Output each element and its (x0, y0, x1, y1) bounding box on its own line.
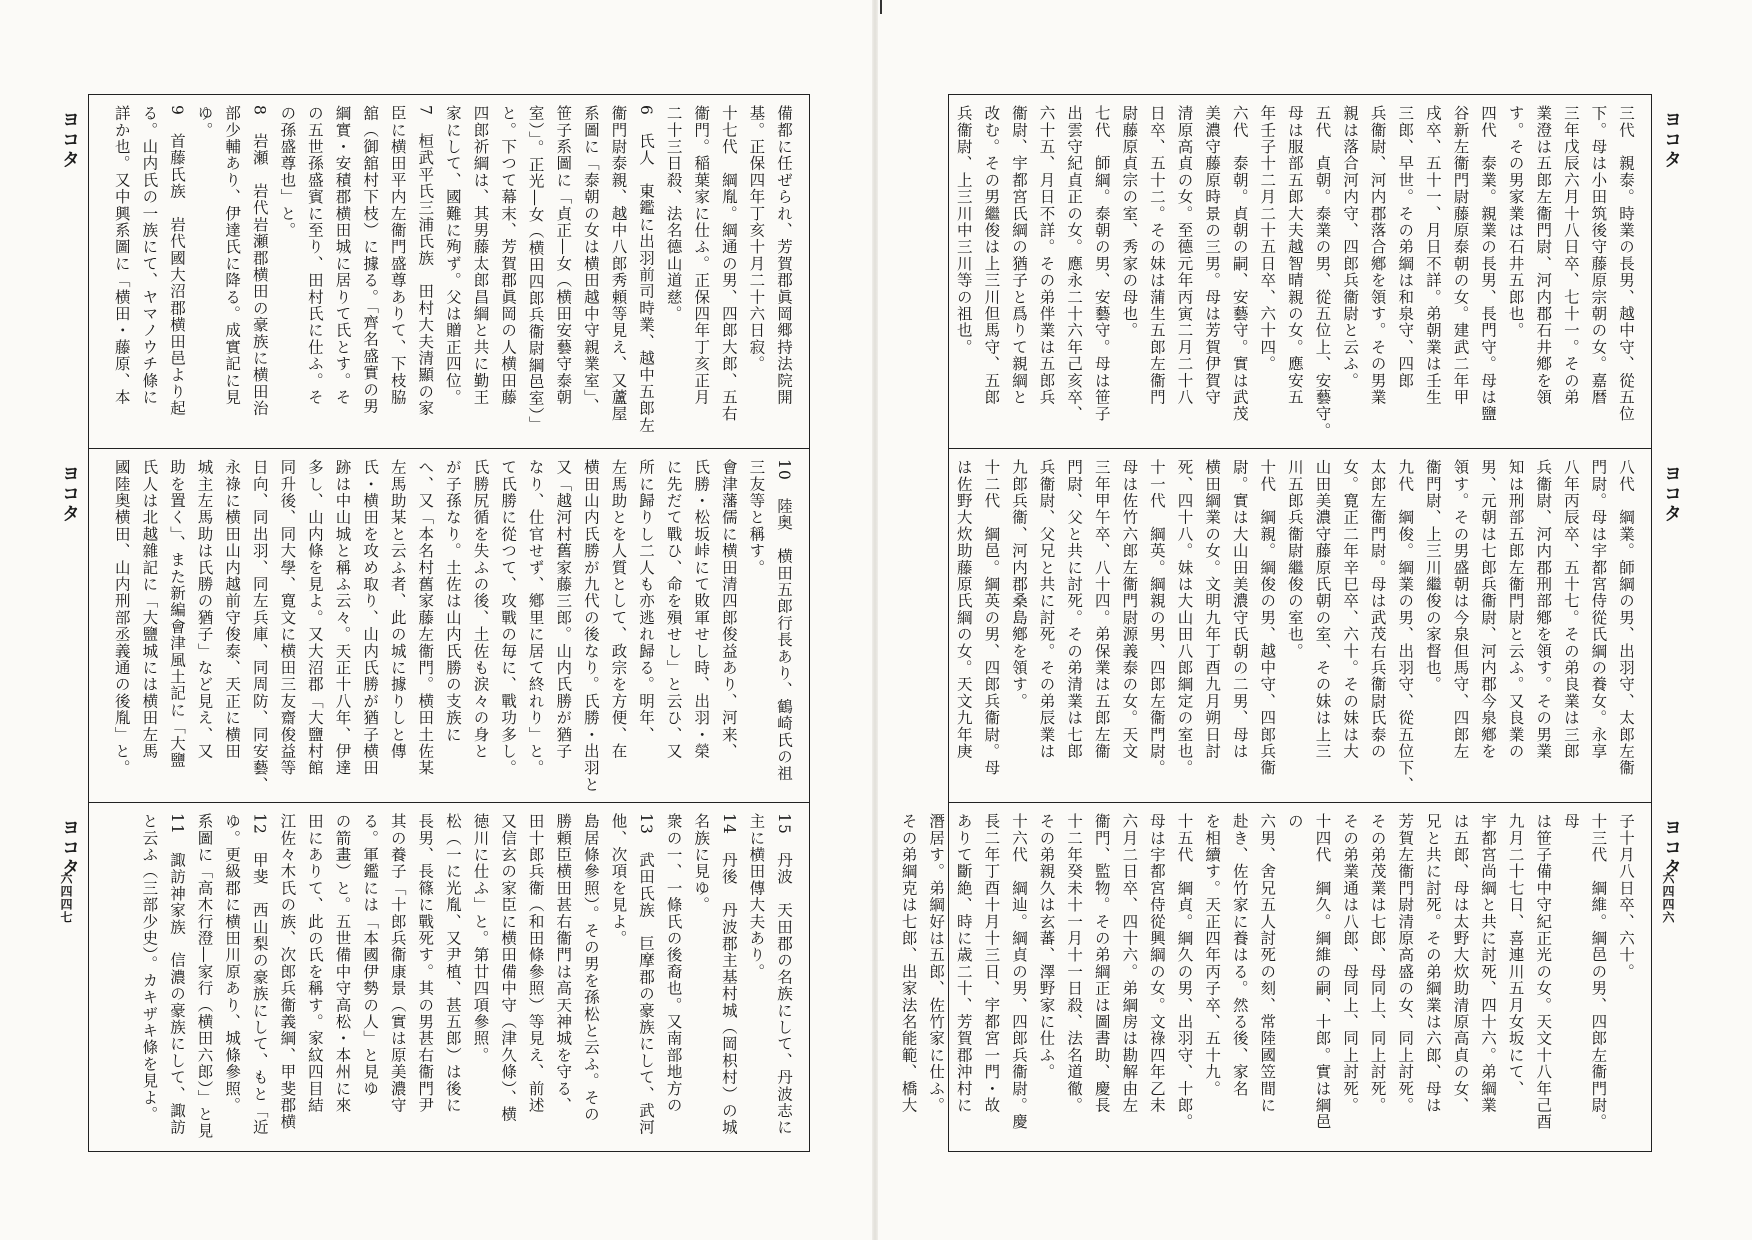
text-section-top (949, 95, 1651, 449)
page-number: 六四四六 (1661, 872, 1675, 924)
text-section-bottom (89, 803, 809, 1151)
right-page (876, 0, 1752, 1240)
text-frame (88, 94, 810, 1152)
text-section-middle (89, 449, 809, 803)
vertical-text: 八代 綱業。師綱の男、出羽守、太郎左衞 門尉。母は宇都宮侍從氏綱の養女。永享 八年丙辰卒、五十七。その弟良業は三郎 兵衞尉、河内郡刑部鄕を領す。その男業 知は刑部五郎左衞門尉と云ふ。又良業の 男、元朝は七郎兵衞尉、河内郡今泉鄕を 領す。その男盛朝は今泉但馬守、四郎左 衞門尉、上三川繼俊の家督也。 九代 綱俊。綱業の男、出羽守、從五位下、 太郎左衞門尉。母は武茂右兵衞尉氏泰の 女。寛正二年辛巳卒、六十。その妹は大 山田美濃守藤原氏朝の室、その妹は上三 川五郎兵衞尉繼俊の室也。 十代 綱親。綱俊の男、越中守、四郎兵衞 尉。實は大山田美濃守氏朝の二男、母は 横田綱業の女。文明九年丁酉九月朔日討 死、四十八。妹は大山田八郎綱定の室也。 十一代 綱英。綱親の男、四郎左衞門尉。 母は佐竹六郎左衞門尉源義泰の女。天文 三年甲午卒、八十四。弟保業は五郎左衞 門尉、父と共に討死。その弟清業は七郎 兵衞尉、父兄と共に討死。その弟辰業は 九郎兵衞、河内郡桑島鄕を領す。 十二代 綱邑。綱英の男、四郎兵衞尉。母 は佐野大炊助藤原氏綱の女。天文九年庚 (954, 459, 1635, 793)
text-section-bottom (899, 803, 1651, 1151)
vertical-text: 三代 親泰。時業の長男、越中守、從五位 下。母は小田筑後守藤原宗朝の女。嘉暦 三年戊辰六月十八日卒、七十一。その弟 業澄は五郎左衞門尉、河内郡石井鄕を領 す。その男家業は石井五郎也。 四代 泰業。親業の長男、長門守。母は鹽 谷新左衞門尉藤原泰朝の女。建武二年甲 戌卒、五十一、月日不詳。弟朝業は壬生 三郎、早世。その弟綱は和泉守、四郎 兵衞尉、河内郡落合鄕を領す。その男業 親は落合河内守、四郎兵衞尉と云ふ。 五代 貞朝。泰業の男、從五位上、安藝守。 母は服部五郎大夫越智晴親の女。應安五 年壬子十二月二十五日卒、六十四。 六代 泰朝。貞朝の嗣、安藝守。實は武茂 美濃守藤原時景の三男。母は芳賀伊賀守 清原高貞の女。至德元年丙寅二月二十八 日卒、五十二。その妹は蒲生五郎左衞門 尉藤原貞宗の室、秀家の母也。 七代 師綱。泰朝の男、安藝守。母は笹子 出雲守紀貞正の女。應永二十六年己亥卒、 六十五、月日不詳。その弟伴業は五郎兵 衞尉、宇都宮氏綱の猶子と爲りて親綱と 改む。その男繼俊は上三川但馬守、五郎 兵衞尉、上三川中三川等の祖也。 (954, 105, 1635, 439)
side-tag-bottom: ヨコタ (59, 818, 80, 878)
side-tag-top: ヨコタ (59, 110, 80, 170)
text-section-top (89, 95, 809, 449)
side-tag-middle: ヨコタ (1661, 464, 1682, 524)
vertical-text: 10 陸奥 横田五郎行長あり、鶴崎氏の祖 三友等と稱す。 會津藩儒に横田清四郎俊益あり、河来、 氏勝・松坂峠にて敗軍せし時、出羽・榮 に先だて戰ひ、命を殞せし」と云ひ、又 所に歸りし二人も亦逃れ歸る。明年、 左馬助とを人質として、政宗を方便、在 横田山内氏勝が九代の後なり。氏勝・出羽と 又「越河村舊家藤三郎。山内氏勝が猶子 なり、仕官せず、鄕里に居て終れり」と。 て氏勝に從つて、攻戰の毎に、戰功多し。 氏勝尻循を失ふの後、土佐も涙々の身と が子孫なり。土佐は山内氏勝の支族に へ、又「本名村舊家藤左衞門。横田土佐某 左馬助某と云ふ者、此の城に據りしと傳 氏・横田を攻め取り、山内氏勝が猶子横田 跡は中山城と稱ふ云々。天正十八年、伊達 多し、山内條を見よ。又大沼郡「大鹽村館 同升後、同大學、寛文に横田三友齋俊益等 日向、同出羽、同左兵庫、同周防、同安藝、 永祿に横田山内越前守俊泰、天正に横田 城主左馬助は氏勝の猶子」など見え、又 助を置く」、また新編會津風土記に「大鹽 氏人は北越雜記に「大鹽城には横田左馬 國陸奥横田、山内刑部丞義通の後胤」と。 (112, 459, 793, 793)
vertical-text: 備都に任ぜられ、芳賀郡眞岡郷持法院開 基。正保四年丁亥十月二十六日寂。 十七代 綱胤。綱通の男、四郎大郎、五右 衞門。稲葉家に仕ふ。正保四年丁亥正月 二十三日殺、法名德山道慈。 6 氏人 東鑑に出羽前司時業、越中五郎左 衞門尉泰親、越中八郎秀頼等見え、又蘆屋 系圖に「泰朝の女は横田越中守親業室」、 笹子系圖に「貞正―女（横田安藝守泰朝 室）」。正光―女（横田四郎兵衞尉綱邑室）」 と。下つて幕末、芳賀郡眞岡の人横田藤 四郎祈綱は、其男藤太郎昌綱と共に勤王 家にして、國難に殉ず。父は贈正四位。 7 桓武平氏三浦氏族 田村大夫清顯の家 臣に横田平内左衞門盛尊ありて、下枝脇 舘（御舘村下枝）に據る。「齊名盛實の男 綱實・安積郡横田城に居りて氏とす。そ の五世孫盛賓に至り、田村氏に仕ふ。そ の孫盛尊也」と。 8 岩瀬 岩代岩瀬郡横田の豪族に横田治 部少輔あり、伊達氏に降る。成實記に見 ゆ。 9 首藤氏族 岩代國大沼郡横田邑より起 る。山内氏の一族にて、ヤマノウチ條に 詳か也。又中興系圖に「横田・藤原、本 (112, 105, 793, 434)
vertical-text: 子十月八日卒、六十。 十三代 綱維。綱邑の男、四郎左衞門尉。母 は笹子備中守紀正光の女。天文十八年己酉 九月二十七日、喜連川五月女坂にて、 宇都宮尚綱と共に討死、四十六。弟綱業 は五郎、母は太野大炊助清原高貞の女、 兄と共に討死。その弟綱業は六郎、母は 芳賀左衞門尉清原高盛の女、同上討死。 その弟茂業は七郎、母同上、同上討死。 その弟業通は八郎、母同上、同上討死。 十四代 綱久。綱維の嗣、十郎。實は綱邑の 六男、舍兄五人討死の刻、常陸國笠間に 赴き、佐竹家に養はる。然る後、家名 を相續す。天正四年丙子卒、五十九。 十五代 綱貞。綱久の男、出羽守、十郎。 母は宇都宮侍從興綱の女。文祿四年乙未 六月二日卒、四十六。弟綱房は勘解由左 衞門、監物。その弟綱正は圖書助、慶長 十二年癸未十一月十一日殺、法名道徹。 その弟親久は玄蕃、澤野家に仕ふ。 十六代 綱辿。綱貞の男、四郎兵衞尉。慶 長二年丁酉十月十三日、宇都宮一門・故 ありて斷絶、時に歳二十、芳賀郡沖村に 潛居す。弟綱好は五郎、佐竹家に仕ふ。 その弟綱克は七郎、出家法名能範、橋大 (899, 813, 1635, 1131)
vertical-text: 15 丹波 天田郡の名族にして、丹波志に 主に横田傳大夫あり。 14 丹後 丹波郡主基村城（岡枳村）の城 名族に見ゆ。 衆の一、一條氏の後裔也。又南部地方の 13 武田氏族 巨摩郡の豪族にして、武河 他、次項を見よ。 島居條參照）。その男を孫松と云ふ。その 勝頼臣横田甚右衞門は高天神城を守る、 田十郎兵衞（和田條參照）等見え、前述 又信玄の家臣に横田備中守（津久條）、横 徳川に仕ふ」と。第廿四項參照。 松（一に光胤、又尹植、甚五郎）は後に 長男、長篠に戰死す。其の男甚右衞門尹 其の養子「十郎兵衞康景（實は原美濃守 る。軍鑑には「本國伊勢の人」と見ゆ の箭畫）と。五世備中守高松・本州に來 田にありて、此の氏を稱す。家紋四目結 江佐々木氏の族、次郎兵衞義綱、甲斐郡横 12 甲斐 西山梨の豪族にして、もと「近 ゆ。更級郡に横田川原あり、城條參照。 系圖に「高木行澄―家行（横田六郎）」と見 11 諏訪神家族 信濃の豪族にして、諏訪 と云ふ（三部少史）。カキザキ條を見よ。 (140, 813, 793, 1140)
page-number: 六四四七 (59, 872, 73, 924)
side-tag-top: ヨコタ (1661, 110, 1682, 170)
side-tag-bottom: ヨコタ (1661, 818, 1682, 878)
side-tag-middle: ヨコタ (59, 464, 80, 524)
text-section-middle (949, 449, 1651, 803)
text-frame (899, 94, 1652, 1152)
